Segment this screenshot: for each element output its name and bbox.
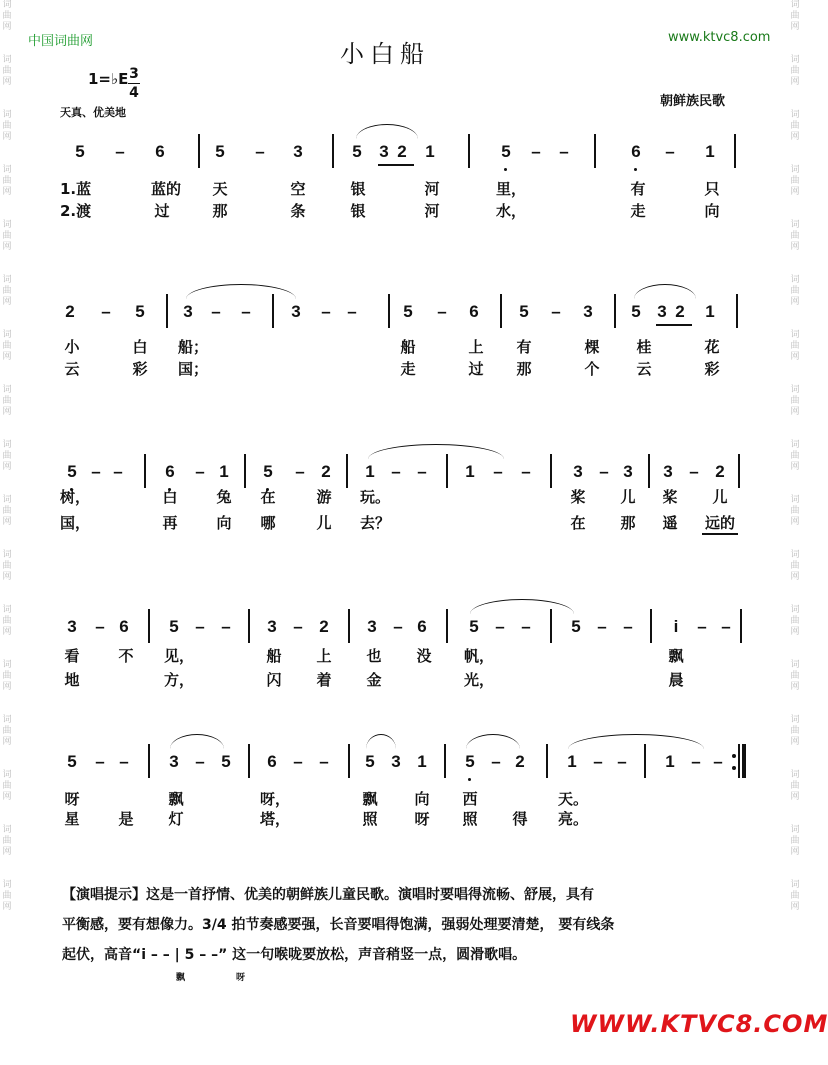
lyric: 灯 xyxy=(168,810,184,828)
note: 2 xyxy=(397,142,407,161)
note: 1 xyxy=(365,462,375,481)
lyric: 那 xyxy=(212,202,228,220)
song-title: 小白船 xyxy=(340,40,430,68)
note: – xyxy=(593,752,603,771)
lyric: 再 xyxy=(162,514,178,532)
side-watermark-left: 词 曲 网 词 曲 网 词 曲 网 词 曲 网 词 曲 网 词 曲 网 词 曲 网 词 曲 网 词 曲 网 词 曲 网 词 曲 网 词 曲 网 词 曲 网 词 曲 网 词 曲 网 词 曲 网 词 曲 网 xyxy=(2,0,12,912)
tie xyxy=(186,284,296,299)
note: 1 xyxy=(705,142,715,161)
song-origin: 朝鲜族民歌 xyxy=(660,94,726,109)
tie xyxy=(470,599,574,614)
lyric: 花 xyxy=(704,338,720,356)
note: – xyxy=(95,752,105,771)
bar-line xyxy=(348,744,350,778)
note: 5 xyxy=(352,142,362,161)
lyric: 远的 xyxy=(702,512,738,535)
lyric: 儿 xyxy=(712,488,728,506)
lyric: 那 xyxy=(516,360,532,378)
tie xyxy=(368,444,504,459)
lyric: 有 xyxy=(516,338,532,356)
lyric: 水， xyxy=(496,202,527,220)
note: 3 xyxy=(573,462,583,481)
lyric: 兔 xyxy=(216,488,232,506)
lyric: 国； xyxy=(178,360,209,378)
bar-line xyxy=(738,454,740,488)
bar-line xyxy=(148,609,150,643)
lyric: 银 xyxy=(350,202,366,220)
lyric: 云 xyxy=(636,360,652,378)
score-row-1 xyxy=(0,130,802,250)
note: – xyxy=(521,462,531,481)
lyric: 云 xyxy=(64,360,80,378)
note: 2 xyxy=(65,302,75,321)
singing-tips xyxy=(62,880,752,970)
lyric: 晨 xyxy=(668,671,684,689)
lyric: 星 xyxy=(64,810,80,828)
note: 3 xyxy=(183,302,193,321)
note: 2 xyxy=(319,617,329,636)
lyric: 得 xyxy=(512,810,528,828)
note: 3 xyxy=(169,752,179,771)
note: – xyxy=(347,302,357,321)
lyric: 船 xyxy=(400,338,416,356)
note: 3 xyxy=(367,617,377,636)
note: 2 xyxy=(715,462,725,481)
bar-line xyxy=(272,294,274,328)
lyric: 西 xyxy=(462,790,478,808)
note: 5 xyxy=(631,302,641,321)
lyric: 过 xyxy=(468,360,484,378)
slur xyxy=(634,284,696,299)
note: 5 xyxy=(169,617,179,636)
note: – xyxy=(319,752,329,771)
lyric: 不 xyxy=(118,647,134,665)
underline xyxy=(656,324,692,326)
lyric: 过 xyxy=(154,202,170,220)
lyric: 白 xyxy=(162,488,178,506)
note: – xyxy=(321,302,331,321)
lyric: 桨 xyxy=(662,488,678,506)
note: 3 xyxy=(623,462,633,481)
lyric: 国， xyxy=(60,514,91,532)
tips-label: 【演唱提示】 xyxy=(62,887,146,903)
time-signature-top: 3 xyxy=(129,66,139,82)
note: – xyxy=(293,617,303,636)
note: – xyxy=(559,142,569,161)
lyric: 上 xyxy=(468,338,484,356)
lyric: 着 xyxy=(316,671,332,689)
underline xyxy=(378,164,414,166)
lyric: 空 xyxy=(290,180,306,198)
low-octave-dot xyxy=(468,778,471,781)
bar-line xyxy=(166,294,168,328)
tips-line-1 xyxy=(62,880,752,910)
lyric: 帆， xyxy=(464,647,495,665)
note: – xyxy=(597,617,607,636)
notation-line xyxy=(60,450,750,490)
lyric: 有 xyxy=(630,180,646,198)
note: 5 xyxy=(75,142,85,161)
lyric: 金 xyxy=(366,671,382,689)
note: 3 xyxy=(291,302,301,321)
note: 5 xyxy=(135,302,145,321)
note: – xyxy=(115,142,125,161)
lyric: 呀 xyxy=(64,790,80,808)
slur xyxy=(366,734,396,749)
lyric: 河 xyxy=(424,202,440,220)
note: – xyxy=(241,302,251,321)
lyric: 儿 xyxy=(316,514,332,532)
lyric: 走 xyxy=(400,360,416,378)
tips-text-3a: 起伏，高音“ xyxy=(62,947,142,963)
lyric: 白 xyxy=(132,338,148,356)
tips-line-2: 平衡感，要有想像力。3/4 拍节奏感要强，长音要唱得饱满，强弱处理要清楚， 要有线条 xyxy=(62,917,615,933)
note: – xyxy=(551,302,561,321)
note: 1 xyxy=(567,752,577,771)
lyric: 个 xyxy=(584,360,600,378)
note: – xyxy=(713,752,723,771)
lyric: 银 xyxy=(350,180,366,198)
note: 5 xyxy=(465,752,475,771)
lyric: 向 xyxy=(414,790,430,808)
bar-line xyxy=(446,609,448,643)
note: – xyxy=(417,462,427,481)
note: 3 xyxy=(663,462,673,481)
note: 5 xyxy=(67,462,77,481)
lyric: 桂 xyxy=(636,338,652,356)
lyric: 飘 xyxy=(362,790,378,808)
note: 5 xyxy=(571,617,581,636)
bar-line xyxy=(648,454,650,488)
tips-line-3 xyxy=(62,940,752,970)
lyric: 树， xyxy=(60,488,91,506)
lyric: 呀 xyxy=(414,810,430,828)
time-signature-line xyxy=(128,83,140,84)
note: 3 xyxy=(293,142,303,161)
note: 3 xyxy=(267,617,277,636)
note: 1 xyxy=(425,142,435,161)
lyric: 上 xyxy=(316,647,332,665)
bar-line xyxy=(740,609,742,643)
note: 6 xyxy=(631,142,641,161)
lyric: 桨 xyxy=(570,488,586,506)
site-url-link[interactable]: www.ktvc8.com xyxy=(668,30,771,45)
lyric: 照 xyxy=(462,810,478,828)
site-name-link[interactable]: 中国词曲网 xyxy=(28,34,94,49)
bar-line xyxy=(550,609,552,643)
note: 6 xyxy=(165,462,175,481)
note: 5 xyxy=(67,752,77,771)
lyric: 1.蓝 xyxy=(60,180,92,198)
lyric: 遥 xyxy=(662,514,678,532)
note: 5 xyxy=(519,302,529,321)
note: – xyxy=(491,752,501,771)
ktvc8-logo: WWW.KTVC8.COM xyxy=(570,1010,828,1038)
bar-line xyxy=(468,134,470,168)
bar-line xyxy=(444,744,446,778)
lyric: 小 xyxy=(64,338,80,356)
lyric: 儿 xyxy=(620,488,636,506)
lyric: 光， xyxy=(464,671,495,689)
notation-line xyxy=(60,130,750,170)
lyric: 向 xyxy=(216,514,232,532)
bar-line xyxy=(546,744,548,778)
low-octave-dot xyxy=(504,168,507,171)
note: – xyxy=(697,617,707,636)
note: – xyxy=(119,752,129,771)
lyric: 去？ xyxy=(360,514,391,532)
notation-line xyxy=(60,290,750,330)
lyric: 那 xyxy=(620,514,636,532)
note: – xyxy=(665,142,675,161)
bar-line xyxy=(248,609,250,643)
note: – xyxy=(113,462,123,481)
note: – xyxy=(437,302,447,321)
note: – xyxy=(691,752,701,771)
lyric: 呀， xyxy=(260,790,291,808)
note: – xyxy=(101,302,111,321)
note: 5 xyxy=(469,617,479,636)
lyric: 见， xyxy=(164,647,195,665)
lyric: 地 xyxy=(64,671,80,689)
note: 1 xyxy=(665,752,675,771)
bar-line xyxy=(614,294,616,328)
time-signature-bottom: 4 xyxy=(129,85,139,101)
lyric: 彩 xyxy=(704,360,720,378)
bar-line xyxy=(594,134,596,168)
note: – xyxy=(293,752,303,771)
tips-small-lyric: 飘 xyxy=(176,973,186,983)
note: – xyxy=(617,752,627,771)
note: – xyxy=(255,142,265,161)
score-row-3 xyxy=(0,450,802,570)
note: – xyxy=(391,462,401,481)
lyric: 船； xyxy=(178,338,209,356)
lyric: 也 xyxy=(366,647,382,665)
bar-line xyxy=(348,609,350,643)
note: 1 xyxy=(417,752,427,771)
notation-line xyxy=(60,605,750,645)
bar-line xyxy=(148,744,150,778)
lyric: 哪 xyxy=(260,514,276,532)
lyric: 没 xyxy=(416,647,432,665)
note: 3 xyxy=(583,302,593,321)
note: 5 xyxy=(365,752,375,771)
note: 2 xyxy=(515,752,525,771)
lyric: 在 xyxy=(260,488,276,506)
bar-line xyxy=(736,294,738,328)
lyric: 游 xyxy=(316,488,332,506)
notation-line xyxy=(60,740,750,780)
repeat-dot xyxy=(732,754,736,758)
lyric: 看 xyxy=(64,647,80,665)
lyric: 2.渡 xyxy=(60,202,92,220)
bar-line xyxy=(332,134,334,168)
note: – xyxy=(91,462,101,481)
note: – xyxy=(221,617,231,636)
end-bar-thin xyxy=(738,744,740,778)
note: 5 xyxy=(215,142,225,161)
note: – xyxy=(623,617,633,636)
bar-line xyxy=(644,744,646,778)
note: – xyxy=(495,617,505,636)
note: 6 xyxy=(469,302,479,321)
lyric: 亮。 xyxy=(558,810,589,828)
note: – xyxy=(599,462,609,481)
note: 3 xyxy=(391,752,401,771)
lyric: 玩。 xyxy=(360,488,391,506)
lyric: 走 xyxy=(630,202,646,220)
bar-line xyxy=(198,134,200,168)
note: 3 xyxy=(379,142,389,161)
slur xyxy=(466,734,520,749)
time-signature xyxy=(128,66,140,101)
lyric: 天。 xyxy=(558,790,589,808)
note: 6 xyxy=(267,752,277,771)
lyric: 条 xyxy=(290,202,306,220)
note: 3 xyxy=(67,617,77,636)
note: – xyxy=(493,462,503,481)
note: – xyxy=(531,142,541,161)
performance-style: 天真、优美地 xyxy=(60,106,126,119)
note: 6 xyxy=(155,142,165,161)
score-row-2 xyxy=(0,290,802,410)
bar-line xyxy=(446,454,448,488)
lyric: 飘 xyxy=(168,790,184,808)
note: 1 xyxy=(219,462,229,481)
lyric: 棵 xyxy=(584,338,600,356)
tips-small-lyric: 呀 xyxy=(236,973,246,983)
note: 5 xyxy=(501,142,511,161)
note: 6 xyxy=(417,617,427,636)
note: 5 xyxy=(403,302,413,321)
note: 1 xyxy=(705,302,715,321)
lyric: 在 xyxy=(570,514,586,532)
note: – xyxy=(393,617,403,636)
bar-line xyxy=(144,454,146,488)
note: – xyxy=(295,462,305,481)
bar-line xyxy=(734,134,736,168)
lyric: 蓝的 xyxy=(150,180,181,198)
lyric: 是 xyxy=(118,810,134,828)
note: 6 xyxy=(119,617,129,636)
lyric: 向 xyxy=(704,202,720,220)
tips-text-3b: ” 这一句喉咙要放松，声音稍竖一点，圆滑歌唱。 xyxy=(218,947,527,963)
bar-line xyxy=(244,454,246,488)
lyric: 飘 xyxy=(668,647,684,665)
note: 5 xyxy=(221,752,231,771)
lyric: 彩 xyxy=(132,360,148,378)
side-watermark-right: 词 曲 网 词 曲 网 词 曲 网 词 曲 网 词 曲 网 词 曲 网 词 曲 网 词 曲 网 词 曲 网 词 曲 网 词 曲 网 词 曲 网 词 曲 网 词 曲 网 词 曲 网 词 曲 网 词 曲 网 xyxy=(790,0,800,912)
bar-line xyxy=(650,609,652,643)
bar-line xyxy=(346,454,348,488)
lyric: 船 xyxy=(266,647,282,665)
note: 1 xyxy=(465,462,475,481)
note: 5 xyxy=(263,462,273,481)
note: i xyxy=(673,617,679,636)
bar-line xyxy=(388,294,390,328)
note: – xyxy=(521,617,531,636)
lyric: 方， xyxy=(164,671,195,689)
bar-line xyxy=(500,294,502,328)
slur xyxy=(170,734,224,749)
repeat-dot xyxy=(732,766,736,770)
note: – xyxy=(689,462,699,481)
score-row-5 xyxy=(0,740,802,860)
tips-text-1: 这是一首抒情、优美的朝鲜族儿童民歌。演唱时要唱得流畅、舒展，具有 xyxy=(146,887,594,903)
lyric: 只 xyxy=(704,180,720,198)
note: 2 xyxy=(675,302,685,321)
tie xyxy=(568,734,704,749)
note: – xyxy=(721,617,731,636)
lyric: 天 xyxy=(212,180,228,198)
score-row-4 xyxy=(0,605,802,725)
note: 3 xyxy=(657,302,667,321)
lyric: 里， xyxy=(496,180,527,198)
tips-notes: i – – | 5 – – xyxy=(141,947,219,963)
low-octave-dot xyxy=(634,168,637,171)
key-signature: 1=♭E xyxy=(88,70,129,88)
note: 2 xyxy=(321,462,331,481)
lyric: 闪 xyxy=(266,671,282,689)
bar-line xyxy=(550,454,552,488)
note: – xyxy=(211,302,221,321)
end-bar-thick xyxy=(742,744,746,778)
lyric: 照 xyxy=(362,810,378,828)
bar-line xyxy=(248,744,250,778)
note: – xyxy=(195,617,205,636)
note: – xyxy=(195,462,205,481)
note: – xyxy=(195,752,205,771)
lyric: 塔， xyxy=(260,810,291,828)
note: – xyxy=(95,617,105,636)
lyric: 河 xyxy=(424,180,440,198)
slur xyxy=(356,124,418,139)
